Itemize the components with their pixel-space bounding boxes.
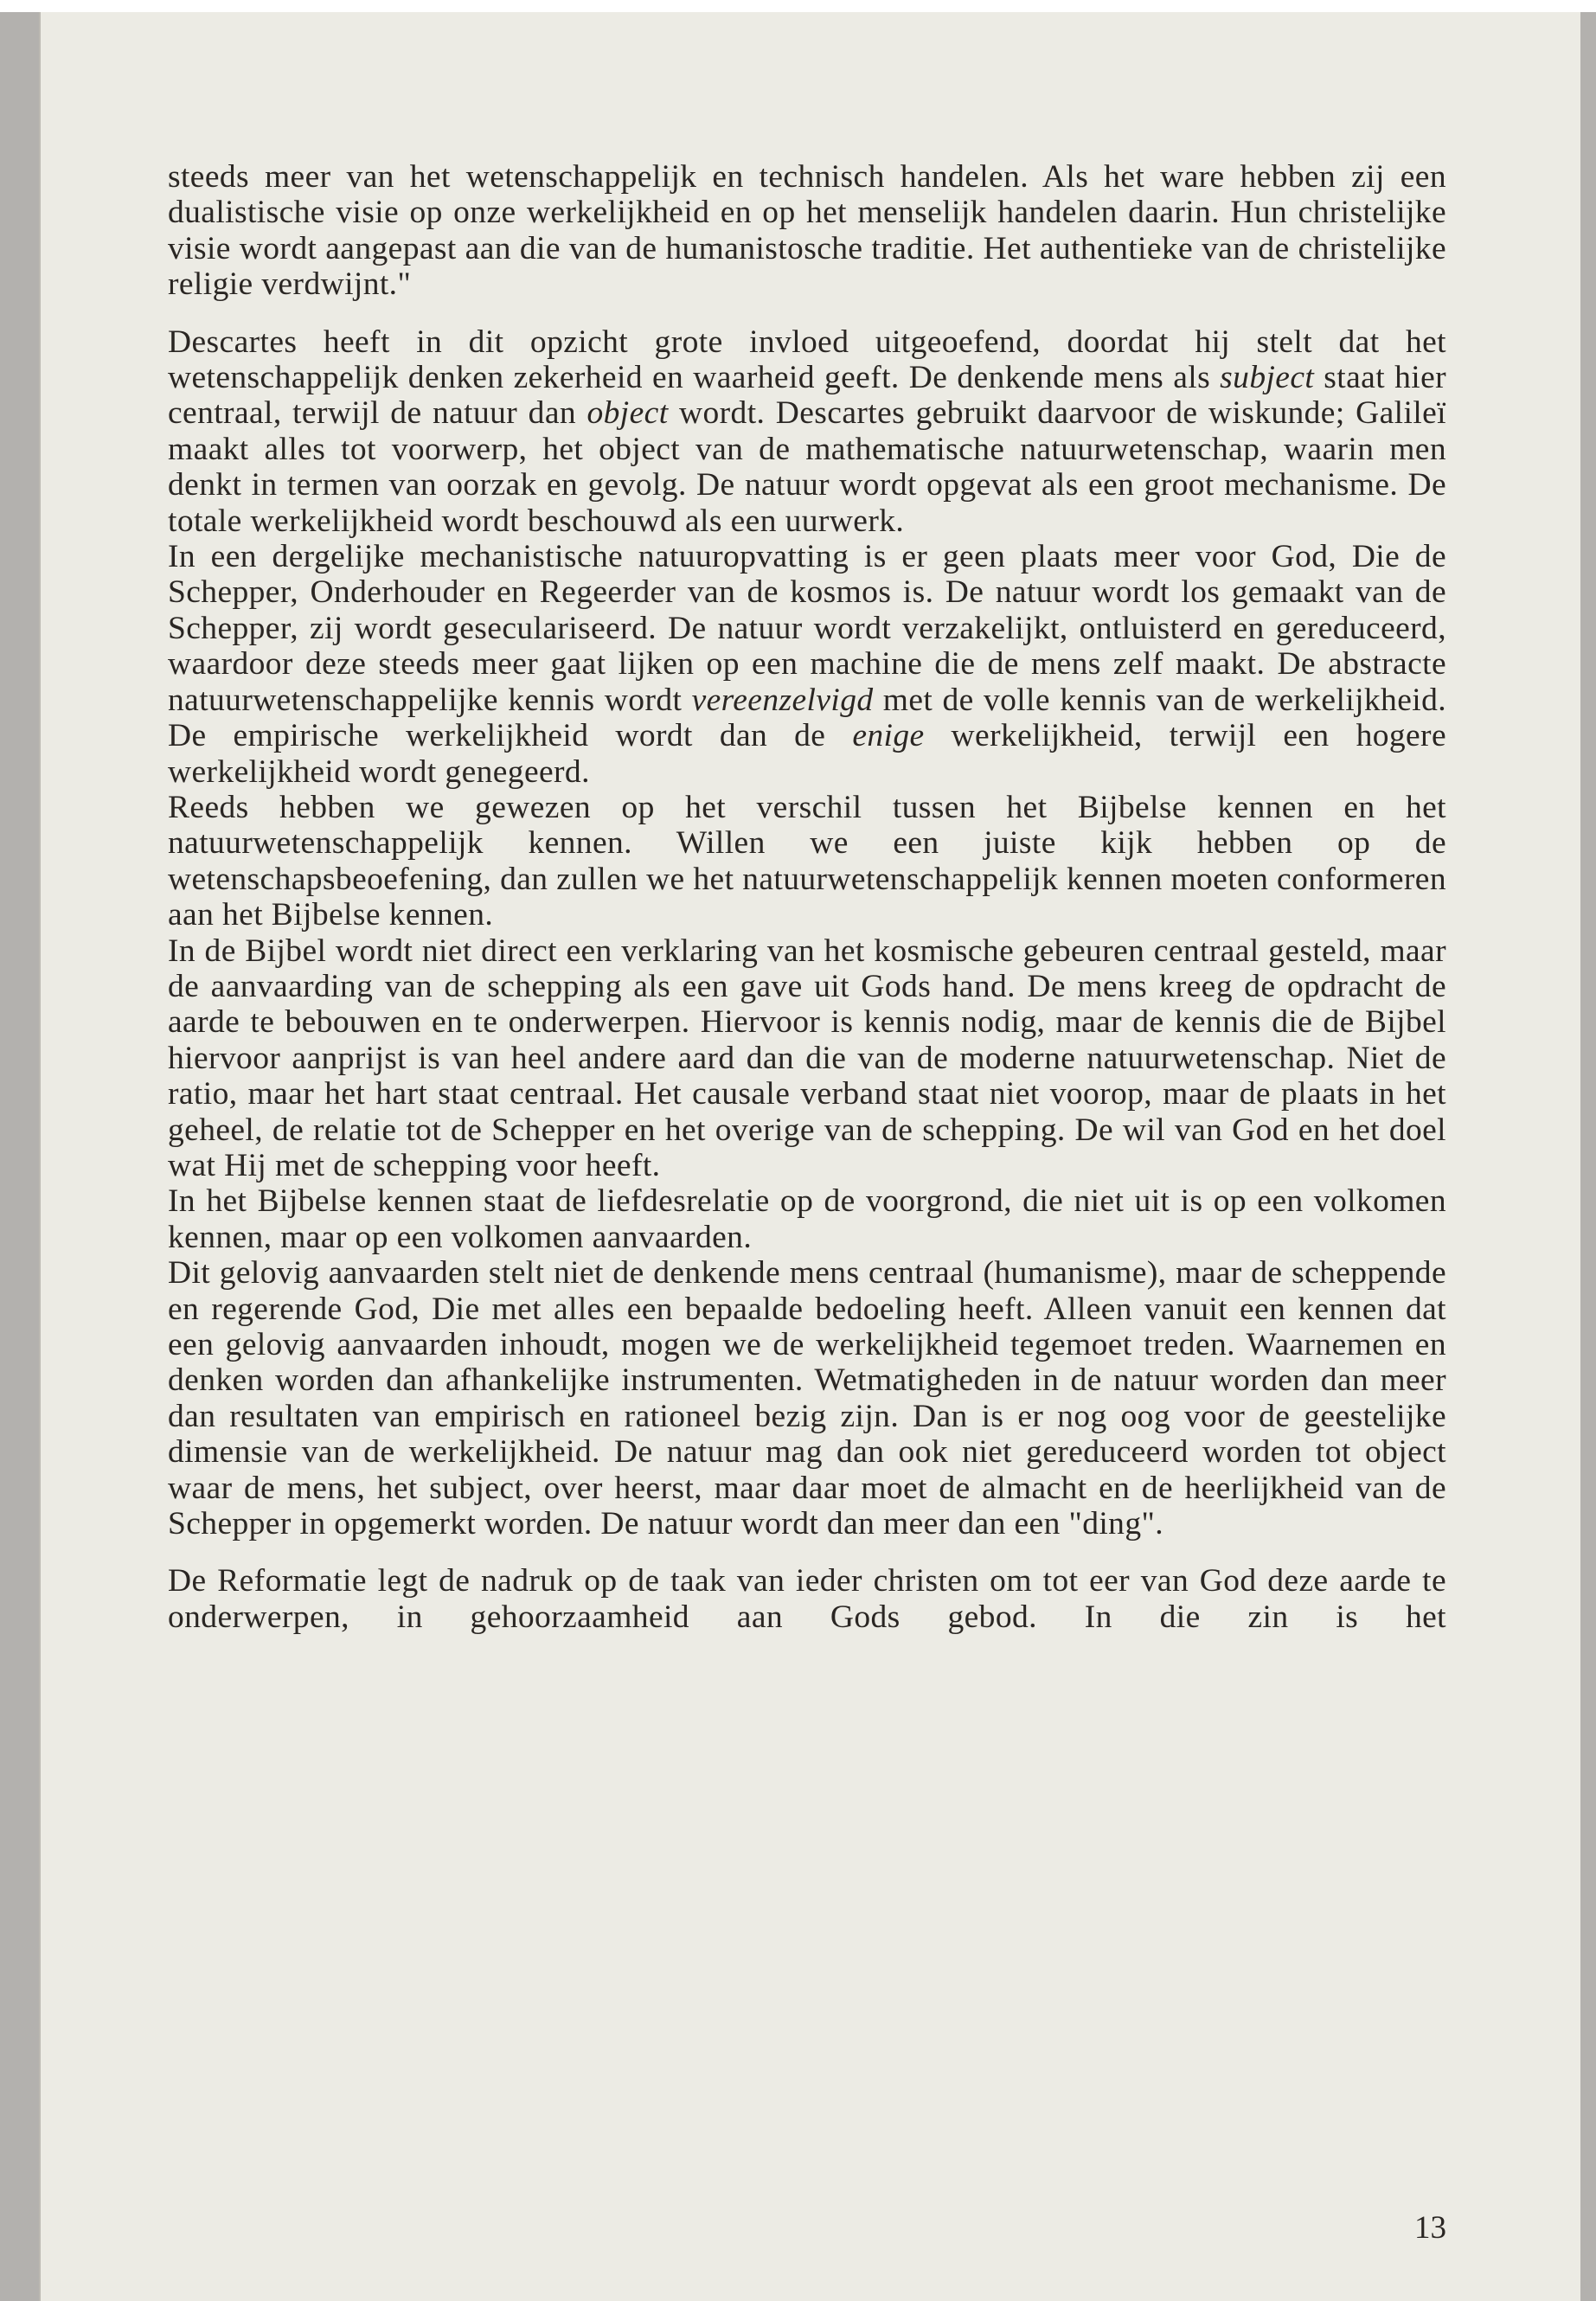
paragraph-bijbelse-kennen: Reeds hebben we gewezen op het verschil tussen het Bijbelse kennen en het natuurwetenschappelijk kennen. Willen we een juiste kijk hebben op de wetenschapsbeoefening, dan zullen we het natuurwetenschappelijk kennen moeten conformeren aan het Bijbelse kennen. [168,789,1446,933]
italic-object: object [586,395,669,432]
page-number: 13 [1414,2210,1446,2246]
paragraph-bijbel: In de Bijbel wordt niet direct een verklaring van het kosmische gebeuren centraal gesteld, maar de aanvaarding van de schepping als een gave uit Gods hand. De mens kreeg de opdracht de aarde te bebouwen en te onderwerpen. Hiervoor is kennis nodig, maar de kennis die de Bijbel hiervoor aanprijst is van heel andere aard dan die van de moderne natuurwetenschap. Niet de ratio, maar het hart staat centraal. Het causale verband staat niet voorop, maar de plaats in het geheel, de relatie tot de Schepper en het overige van de schepping. De wil van God en het doel wat Hij met de schepping voor heeft. [168,933,1446,1183]
scan-top-edge [0,0,1596,12]
book-page [39,12,1580,2301]
paragraph-mechanistic: In een dergelijke mechanistische natuuropvatting is er geen plaats meer voor God, Die de Schepper, Onderhouder en Regeerder van de kosmos is. De natuur wordt los gemaakt van de Schepper, zij wordt geseculariseerd. De natuur wordt verzakelijkt, ontluisterd en gereduceerd, waardoor deze steeds meer gaat lijken op een machine die de mens zelf maakt. De abstracte natuurwetenschappelijke kennis wordt vereenzelvigd met de volle kennis van de werkelijkheid. De empirische werkelijkheid wordt dan de enige werkelijkheid, terwijl een hogere werkelijkheid wordt genegeerd. [168,539,1446,790]
paragraph-continuation: steeds meer van het wetenschappelijk en technisch handelen. Als het ware hebben zij een dualistische visie op onze werkelijkheid en op het menselijk handelen daarin. Hun christelijke visie wordt aangepast aan die van de humanistosche traditie. Het authentieke van de christelijke religie verdwijnt." [168,159,1446,303]
paragraph-reformatie: De Reformatie legt de nadruk op de taak van ieder christen om tot eer van God deze aarde te onderwerpen, in gehoorzaamheid aan Gods gebod. In die zin is het [168,1563,1446,1635]
italic-enige: enige [852,718,925,754]
body-text [168,159,1446,1635]
italic-vereenzelvigd: vereenzelvigd [691,682,874,718]
paragraph-descartes: Descartes heeft in dit opzicht grote invloed uitgeoefend, doordat hij stelt dat het wetenschappelijk denken zekerheid en waarheid geeft. De denkende mens als subject staat hier centraal, terwijl de natuur dan object wordt. Descartes gebruikt daarvoor de wiskunde; Galileï maakt alles tot voorwerp, het object van de mathematische natuurwetenschap, waarin men denkt in termen van oorzak en gevolg. De natuur wordt opgevat als een groot mechanisme. De totale werkelijkheid wordt beschouwd als een uurwerk. [168,324,1446,539]
italic-subject: subject [1220,360,1315,396]
paragraph-liefdesrelatie: In het Bijbelse kennen staat de liefdesrelatie op de voorgrond, die niet uit is op een volkomen kennen, maar op een volkomen aanvaarden. [168,1183,1446,1255]
paragraph-gelovig-aanvaarden: Dit gelovig aanvaarden stelt niet de denkende mens centraal (humanisme), maar de scheppende en regerende God, Die met alles een bepaalde bedoeling heeft. Alleen vanuit een kennen dat een gelovig aanvaarden inhoudt, mogen we de werkelijkheid tegemoet treden. Waarnemen en denken worden dan afhankelijke instrumenten. Wetmatigheden in de natuur worden dan meer dan resultaten van empirisch en rationeel bezig zijn. Dan is er nog oog voor de geestelijke dimensie van de werkelijkheid. De natuur mag dan ook niet gereduceerd worden tot object waar de mens, het subject, over heerst, maar daar moet de almacht en de heerlijkheid van de Schepper in opgemerkt worden. De natuur wordt dan meer dan een "ding". [168,1255,1446,1542]
